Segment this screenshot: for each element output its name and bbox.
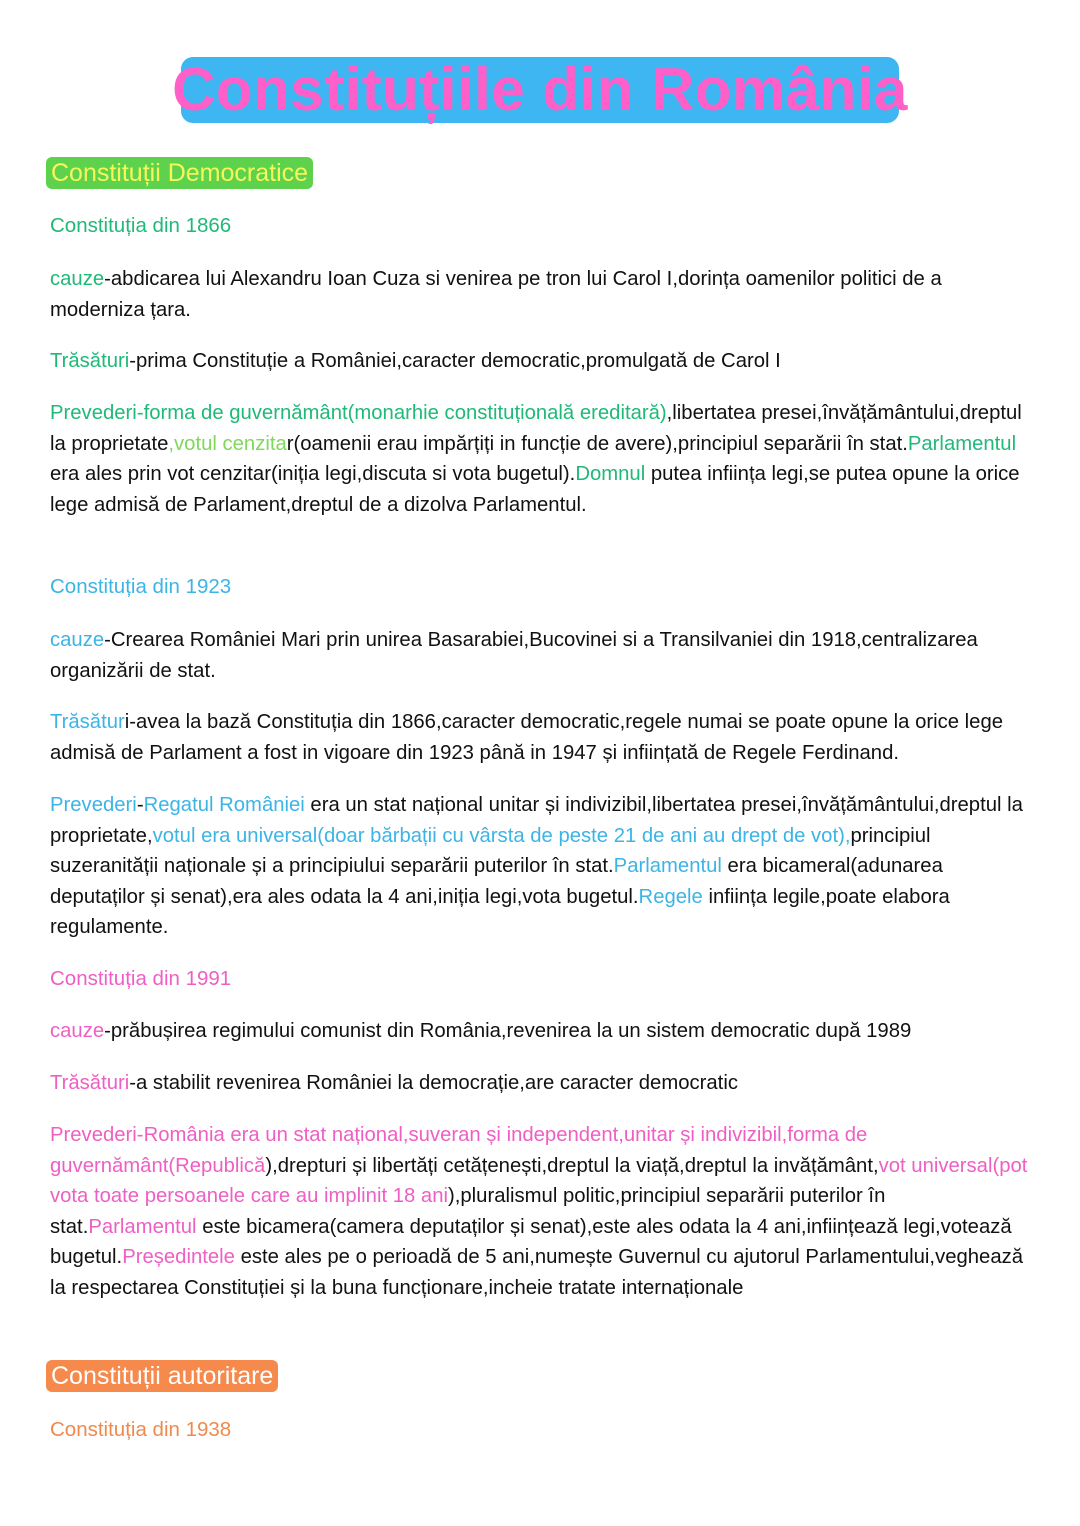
text-prevederi-4: inființa legile,poate elabora regulamente.	[50, 885, 950, 938]
paragraph-1866-prevederi	[50, 398, 1035, 520]
text-prevederi-3: era ales prin vot cenzitar(iniția legi,discuta si vota bugetul).	[50, 463, 576, 485]
highlight-parlamentul: Parlamentul	[613, 855, 722, 877]
paragraph-1923-trasaturi	[50, 707, 1035, 768]
highlight-vot-universal: vot universal(pot vota toate persoanele care au implinit 18 ani	[50, 1154, 1028, 1207]
heading-1923: Constituția din 1923	[50, 575, 232, 598]
text-prevederi-1: ),drepturi și libertăți cetățenești,dreptul la viață,dreptul la invățământ,	[265, 1154, 879, 1177]
text-trasaturi: -prima Constituție a României,caracter democratic,promulgată de Carol I	[129, 350, 781, 372]
heading-1938: Constituția din 1938	[50, 1418, 232, 1441]
label-trasaturi: Trăsături	[50, 350, 130, 372]
highlight-guvernamant: -forma de guvernământ(monarhie constituțională ereditară)	[136, 402, 667, 424]
label-prevederi: Prevederi-	[50, 1124, 144, 1146]
highlight-regele: Regele	[638, 885, 703, 908]
paragraph-1991-prevederi	[50, 1120, 1035, 1303]
text-cauze: -prăbușirea regimului comunist din România,revenirea la un sistem democratic după 1989	[104, 1020, 912, 1042]
section-authoritarian: Constituții autoritare	[46, 1360, 278, 1392]
paragraph-1991-cauze	[50, 1016, 1035, 1047]
label-prevederi: Prevederi	[50, 402, 137, 424]
highlight-domnul: Domnul	[575, 463, 646, 485]
text-trasaturi: i-avea la bază Constituția din 1866,caracter democratic,regele numai se poate opune la orice lege admisă de Parlament a fost in vigoare din 1923 până in 1947 și inființată de Regele Ferdinand.	[50, 711, 1004, 764]
paragraph-1923-prevederi	[50, 790, 1035, 943]
highlight-parlamentul: Parlamentul	[907, 432, 1017, 455]
text-prevederi-1: era un stat național unitar și indivizibil,libertatea presei,învățământului,dreptul la proprietate,	[50, 794, 1023, 847]
label-trasaturi: Trăsătur	[50, 711, 125, 733]
label-cauze: cauze	[50, 1020, 105, 1042]
text-prevederi-4: este ales pe o perioadă de 5 ani,numește Guvernul cu ajutorul Parlamentului,veghează la respectarea Constituției și la buna funcționare,incheie tratate internaționale	[50, 1246, 1024, 1299]
highlight-stat-national: România era un stat național,suveran și independent,unitar și indivizibil,forma de guvernământ(Republică	[50, 1124, 868, 1177]
highlight-vot-universal: votul era universal(doar bărbații cu vârsta de peste 21 de ani au drept de vot),	[152, 824, 851, 847]
label-cauze: cauze	[50, 629, 105, 651]
section-democratic: Constituții Democratice	[46, 157, 313, 189]
highlight-parlamentul: Parlamentul	[88, 1215, 197, 1238]
text-prevederi-2: r(oamenii erau impărțiți in funcție de avere),principiul separării în stat.	[286, 432, 908, 455]
label-cauze: cauze	[50, 268, 105, 290]
highlight-regatul: Regatul României	[143, 794, 305, 816]
text-trasaturi: -a stabilit revenirea României la democrație,are caracter democratic	[129, 1072, 738, 1094]
label-prevederi: Prevederi	[50, 794, 137, 816]
highlight-vot-cenzitar: ,votul cenzita	[168, 432, 287, 455]
text-cauze: -Crearea României Mari prin unirea Basarabiei,Bucovinei si a Transilvaniei din 1918,centralizarea organizării de stat.	[50, 629, 978, 682]
paragraph-1923-cauze	[50, 625, 1035, 686]
text-prevederi-2: principiul suzeranității naționale și a principiului separării puterilor în stat.	[50, 824, 931, 877]
heading-1866: Constituția din 1866	[50, 214, 232, 237]
text-prevederi-1: ,libertatea presei,învățământului,dreptul la proprietate	[50, 402, 1022, 455]
text-prevederi-4: putea inființa legi,se putea opune la orice lege admisă de Parlament,dreptul de a dizolva Parlamentul.	[50, 463, 1020, 516]
title-banner	[172, 56, 908, 123]
text-cauze: -abdicarea lui Alexandru Ioan Cuza si venirea pe tron lui Carol I,dorința oamenilor politici de a moderniza țara.	[50, 268, 942, 321]
highlight-presedintele: Președintele	[122, 1246, 235, 1268]
page-title: Constituțiile din România	[172, 56, 908, 123]
label-trasaturi: Trăsături	[50, 1072, 130, 1094]
paragraph-1866-cauze	[50, 264, 1035, 325]
heading-1991: Constituția din 1991	[50, 967, 232, 990]
text-prevederi-3: este bicamera(camera deputaților și senat),este ales odata la 4 ani,inființează legi,votează bugetul.	[50, 1215, 1012, 1268]
text-dash: -	[136, 794, 144, 816]
text-prevederi-3: era bicameral(adunarea deputaților și senat),era ales odata la 4 ani,iniția legi,vota bugetul.	[50, 855, 943, 908]
paragraph-1991-trasaturi	[50, 1068, 1035, 1099]
paragraph-1866-trasaturi	[50, 346, 1035, 377]
text-prevederi-2: ),pluralismul politic,principiul separării puterilor în stat.	[50, 1185, 886, 1238]
